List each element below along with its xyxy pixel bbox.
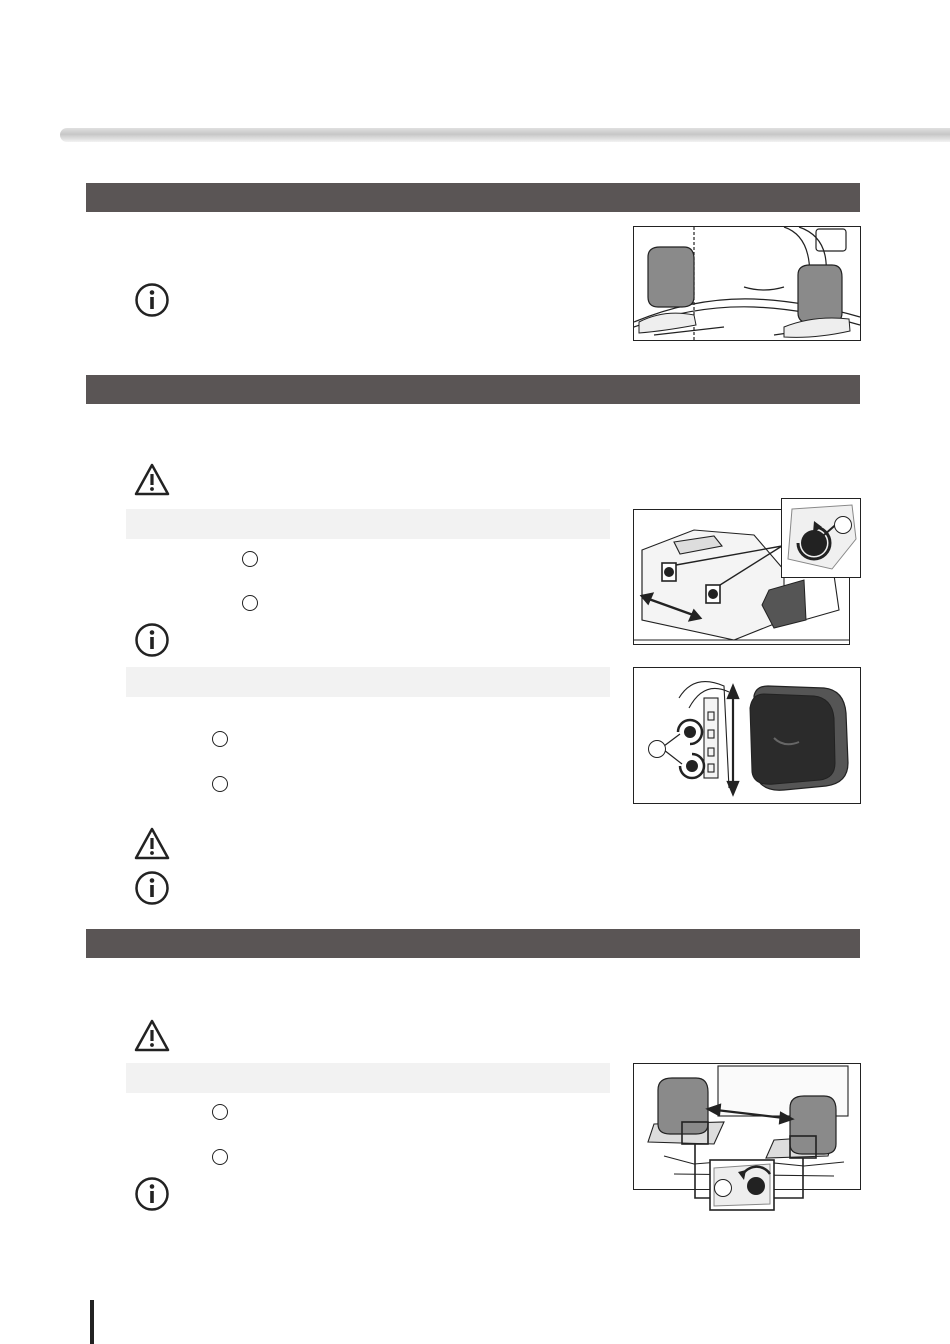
section-header-1 — [86, 183, 860, 212]
page-footer-rule — [90, 1300, 94, 1344]
step-heading-bar-3 — [126, 1063, 610, 1093]
header-shade — [60, 128, 950, 142]
warning-icon — [134, 826, 170, 862]
warning-icon — [134, 1018, 170, 1054]
figure-inset-detail — [781, 498, 861, 578]
callout-circle — [648, 740, 666, 758]
section-header-2 — [86, 375, 860, 404]
info-icon — [134, 1176, 170, 1212]
figure-height-adjustment — [633, 667, 861, 804]
callout-circle — [212, 731, 228, 747]
callout-circle — [834, 516, 852, 534]
callout-circle — [242, 595, 258, 611]
callout-circle — [212, 776, 228, 792]
step-heading-bar-1 — [126, 509, 610, 539]
figure-width-adjustment — [633, 509, 850, 645]
warning-icon — [134, 462, 170, 498]
info-icon — [134, 870, 170, 906]
callout-circle — [212, 1104, 228, 1120]
callout-circle — [242, 551, 258, 567]
step-heading-bar-2 — [126, 667, 610, 697]
info-icon — [134, 622, 170, 658]
figure-headrest-overview — [633, 226, 861, 341]
info-icon — [134, 282, 170, 318]
figure-distance-adjustment — [633, 1063, 861, 1190]
callout-circle — [714, 1179, 732, 1197]
section-header-3 — [86, 929, 860, 958]
callout-circle — [212, 1149, 228, 1165]
